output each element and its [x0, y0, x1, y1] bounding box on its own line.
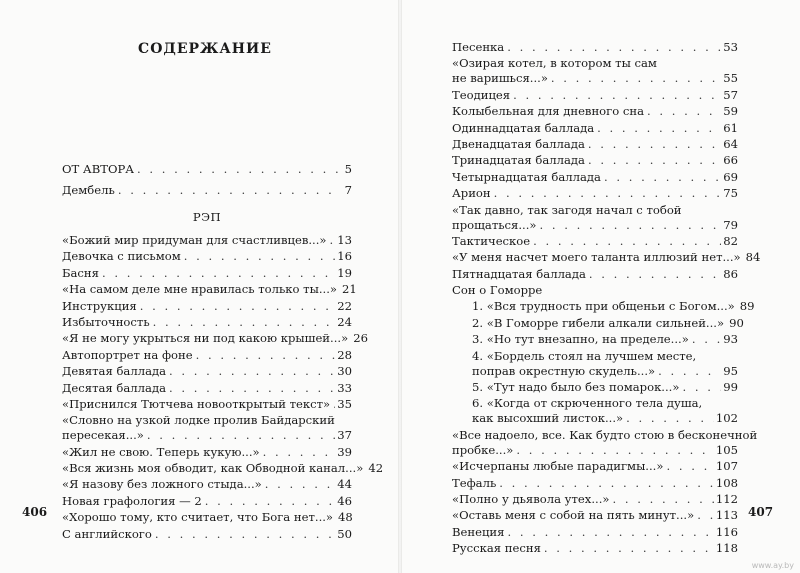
entry-page-number: 48 [338, 510, 353, 525]
entry-page-number: 46 [337, 493, 352, 508]
entry-title: Десятая баллада [62, 380, 167, 395]
toc-entry [452, 121, 738, 136]
group-heading: Сон о Гоморре [452, 283, 543, 298]
entry-page-number: 86 [723, 266, 738, 281]
entry-page-number: 84 [745, 250, 761, 265]
toc-entry [62, 527, 352, 542]
dot-leader [330, 233, 336, 248]
entry-page-number: 28 [337, 347, 352, 362]
entry-title-line: «Так давно, так загодя начал с тобой [452, 202, 682, 217]
toc-entry [62, 162, 352, 177]
toc-entry [452, 234, 738, 249]
toc-entry [452, 40, 738, 55]
left-page [0, 0, 398, 573]
entry-title-line: 4. «Бордель стоял на лучшем месте, [472, 348, 697, 363]
entry-title: не варишься...» [452, 71, 548, 86]
entry-page-number: 30 [337, 364, 352, 379]
entry-title-continuation [62, 428, 352, 443]
entry-page-number: 42 [368, 461, 384, 476]
dot-leader [626, 411, 714, 426]
entry-page-number: 35 [337, 396, 352, 411]
entry-title: Новая графология — 2 [62, 493, 202, 508]
dot-leader [540, 218, 722, 233]
page-number-right: 407 [748, 505, 774, 519]
dot-leader [184, 249, 335, 264]
entry-page-number: 19 [337, 265, 352, 280]
toc-entry [452, 137, 738, 152]
entry-page-number: 13 [337, 233, 352, 247]
entry-title: поправ окрестную скудель...» [472, 363, 656, 378]
entry-title-line: «Озирая котел, в котором ты сам [452, 56, 657, 71]
page-title: СОДЕРЖАНИЕ [138, 41, 272, 57]
entry-title: прощаться...» [452, 217, 537, 232]
toc-entry [62, 183, 352, 198]
dot-leader [589, 267, 721, 282]
dot-leader [513, 88, 721, 103]
toc-entry [452, 380, 738, 395]
entry-page-number: 26 [353, 331, 368, 346]
entry-title: пересекая...» [62, 428, 144, 443]
dot-leader [333, 397, 335, 412]
entry-title: «Приснился Тютчева новооткрытый текст» [62, 396, 331, 411]
toc-entry [452, 170, 738, 185]
entry-title: Тефаль [452, 475, 497, 490]
entry-page-number: 39 [337, 444, 352, 459]
entry-page-number: 64 [723, 136, 738, 151]
toc-entry [62, 510, 352, 525]
entry-title: ОТ АВТОРА [62, 162, 135, 176]
dot-leader [147, 428, 335, 443]
entry-title: Песенка [452, 40, 505, 54]
entry-title: Двенадцатая баллада [452, 136, 585, 151]
toc-entry [62, 461, 384, 476]
entry-title: как высохший листок...» [472, 411, 624, 426]
dot-leader [494, 186, 722, 201]
toc-entry [452, 427, 758, 458]
dot-leader [682, 380, 721, 395]
entry-title: Инструкция [62, 298, 137, 313]
entry-title-continuation [452, 218, 738, 233]
entry-title: 2. «В Гоморре гибели алкали сильней...» [472, 315, 725, 330]
entry-page-number: 99 [723, 380, 738, 395]
entry-title: Дембель [62, 183, 115, 197]
entry-page-number: 108 [715, 475, 738, 490]
entry-page-number: 57 [723, 87, 738, 102]
entry-title: «На самом деле мне нравилась только ты...» [62, 282, 337, 297]
entry-title: «Я назову без ложного стыда...» [62, 477, 262, 492]
entry-title-line: «Все надоело, все. Как будто стою в бесконечной [452, 427, 758, 442]
dot-leader [499, 476, 714, 491]
dot-leader [507, 525, 713, 540]
dot-leader [153, 315, 336, 330]
toc-entry [62, 381, 352, 396]
toc-entry [62, 477, 352, 492]
toc-entry [452, 186, 738, 201]
entry-title: Девятая баллада [62, 364, 167, 379]
entry-title: Пятнадцатая баллада [452, 266, 586, 281]
toc-entry [452, 349, 738, 379]
dot-leader [140, 299, 336, 314]
entry-title: «У меня насчет моего таланта иллюзий нет...» [452, 250, 741, 265]
dot-leader [647, 104, 721, 119]
dot-leader [118, 183, 338, 198]
entry-title-continuation [472, 411, 738, 426]
entry-page-number: 7 [344, 183, 352, 197]
toc-entry [62, 494, 352, 509]
entry-page-number: 107 [715, 459, 738, 474]
entry-title: Автопортрет на фоне [62, 347, 193, 362]
toc-entry [62, 364, 352, 379]
entry-page-number: 113 [715, 508, 738, 523]
entry-title: 3. «Но тут внезапно, на пределе...» [472, 332, 689, 347]
entry-page-number: 118 [715, 541, 738, 556]
toc-entry [452, 250, 761, 265]
entry-page-number: 22 [337, 298, 352, 313]
toc-entry [62, 315, 352, 330]
entry-title: 5. «Тут надо было без помарок...» [472, 380, 680, 395]
entry-title: «Оставь меня с собой на пять минут...» [452, 508, 695, 523]
dot-leader [597, 121, 721, 136]
entry-page-number: 61 [723, 120, 738, 135]
entry-title: «Жил не свою. Теперь кукую...» [62, 444, 260, 459]
entry-title: С английского [62, 526, 152, 541]
entry-title-continuation [472, 364, 738, 379]
watermark: www.ay.by [751, 561, 794, 570]
toc-entry [452, 267, 738, 282]
toc-entry [452, 299, 755, 314]
dot-leader [588, 137, 721, 152]
entry-page-number: 53 [723, 40, 738, 54]
toc-entry [452, 459, 738, 474]
entry-page-number: 21 [341, 282, 357, 297]
toc-entry [452, 508, 738, 523]
dot-leader [265, 477, 335, 492]
entry-page-number: 55 [723, 71, 738, 86]
entry-title-line: 6. «Когда от скрюченного тела душа, [472, 396, 703, 411]
entry-page-number: 59 [723, 104, 738, 119]
dot-leader [697, 508, 714, 523]
toc-entry [62, 397, 352, 412]
dot-leader [533, 234, 721, 249]
toc-entry [62, 299, 352, 314]
toc-entry [62, 445, 352, 460]
entry-title: Тактическое [452, 233, 531, 248]
toc-entry [452, 396, 738, 426]
toc-entry [62, 249, 352, 264]
entry-page-number: 95 [723, 363, 738, 378]
entry-title: «Исчерпаны любые парадигмы...» [452, 459, 664, 474]
toc-entry [452, 476, 738, 491]
entry-page-number: 24 [337, 314, 352, 329]
toc-entry [62, 331, 368, 346]
dot-leader [612, 492, 713, 507]
entry-title: «Полно у дьявола утех...» [452, 491, 610, 506]
dot-leader [516, 443, 713, 458]
entry-page-number: 116 [715, 524, 738, 539]
entry-page-number: 69 [723, 169, 738, 184]
entry-title-continuation [452, 71, 738, 86]
toc-entry [452, 88, 738, 103]
toc-entry [452, 315, 744, 331]
toc-entry [452, 525, 738, 540]
toc-entry [62, 266, 352, 281]
entry-page-number: 66 [723, 153, 738, 168]
toc-entry [452, 56, 738, 86]
page-number-left: 406 [22, 505, 48, 519]
dot-leader [102, 266, 335, 281]
dot-leader [692, 332, 721, 347]
entry-title: Басня [62, 265, 99, 280]
toc-entry [452, 541, 738, 556]
dot-leader [196, 348, 336, 363]
dot-leader [169, 381, 335, 396]
dot-leader [588, 153, 721, 168]
entry-title: Тринадцатая баллада [452, 153, 585, 168]
entry-page-number: 33 [337, 380, 352, 395]
dot-leader [169, 364, 335, 379]
entry-page-number: 5 [344, 162, 352, 176]
entry-page-number: 93 [723, 332, 738, 347]
toc-entry [62, 282, 357, 297]
entry-title: Теодицея [452, 87, 511, 102]
toc-entry [452, 153, 738, 168]
toc-entry [452, 332, 738, 347]
toc-entry [452, 203, 738, 233]
dot-leader [604, 170, 721, 185]
table-of-contents-left [62, 162, 384, 543]
entry-page-number: 105 [715, 442, 738, 457]
entry-page-number: 75 [723, 186, 738, 201]
entry-title: Колыбельная для дневного сна [452, 104, 645, 119]
entry-page-number: 82 [723, 233, 738, 248]
dot-leader [155, 527, 335, 542]
entry-page-number: 16 [337, 249, 352, 264]
entry-title: «Я не могу укрыться ни под какою крышей...» [62, 331, 349, 346]
entry-page-number: 89 [739, 299, 755, 314]
dot-leader [137, 162, 338, 177]
entry-page-number: 112 [715, 491, 738, 506]
entry-title: «Вся жизнь моя обводит, как Обводной канал...» [62, 461, 364, 476]
entry-page-number: 37 [337, 428, 352, 443]
entry-title: Венеция [452, 524, 505, 539]
toc-entry [62, 348, 352, 363]
entry-title: Русская песня [452, 541, 541, 556]
toc-entry [452, 104, 738, 119]
dot-leader [263, 445, 336, 460]
entry-title: Девочка с письмом [62, 249, 181, 264]
dot-leader [658, 364, 721, 379]
section-heading: РЭП [192, 210, 222, 224]
dot-leader [551, 71, 721, 86]
entry-title: «Хорошо тому, кто считает, что Бога нет...» [62, 510, 334, 525]
entry-page-number: 90 [729, 315, 744, 330]
entry-title: Избыточность [62, 314, 150, 329]
entry-title: Одиннадцатая баллада [452, 120, 595, 135]
entry-title: пробке...» [452, 442, 514, 457]
toc-entry [62, 233, 352, 248]
dot-leader [205, 494, 335, 509]
entry-page-number: 79 [723, 217, 738, 232]
toc-entry [452, 492, 738, 507]
entry-title: Четырнадцатая баллада [452, 169, 601, 184]
dot-leader [544, 541, 714, 556]
entry-page-number: 50 [337, 526, 352, 541]
entry-title-line: «Словно на узкой лодке пролив Байдарский [62, 413, 335, 428]
entry-title: 1. «Вся трудность при общеньи с Богом...» [472, 299, 735, 314]
dot-leader [666, 459, 713, 474]
entry-page-number: 44 [337, 477, 352, 492]
entry-page-number: 102 [715, 411, 738, 426]
entry-title: «Божий мир придуман для счастливцев...» [62, 233, 327, 247]
toc-entry [62, 413, 352, 443]
entry-title-continuation [452, 443, 738, 458]
entry-title: Арион [452, 186, 491, 201]
dot-leader [507, 40, 721, 55]
